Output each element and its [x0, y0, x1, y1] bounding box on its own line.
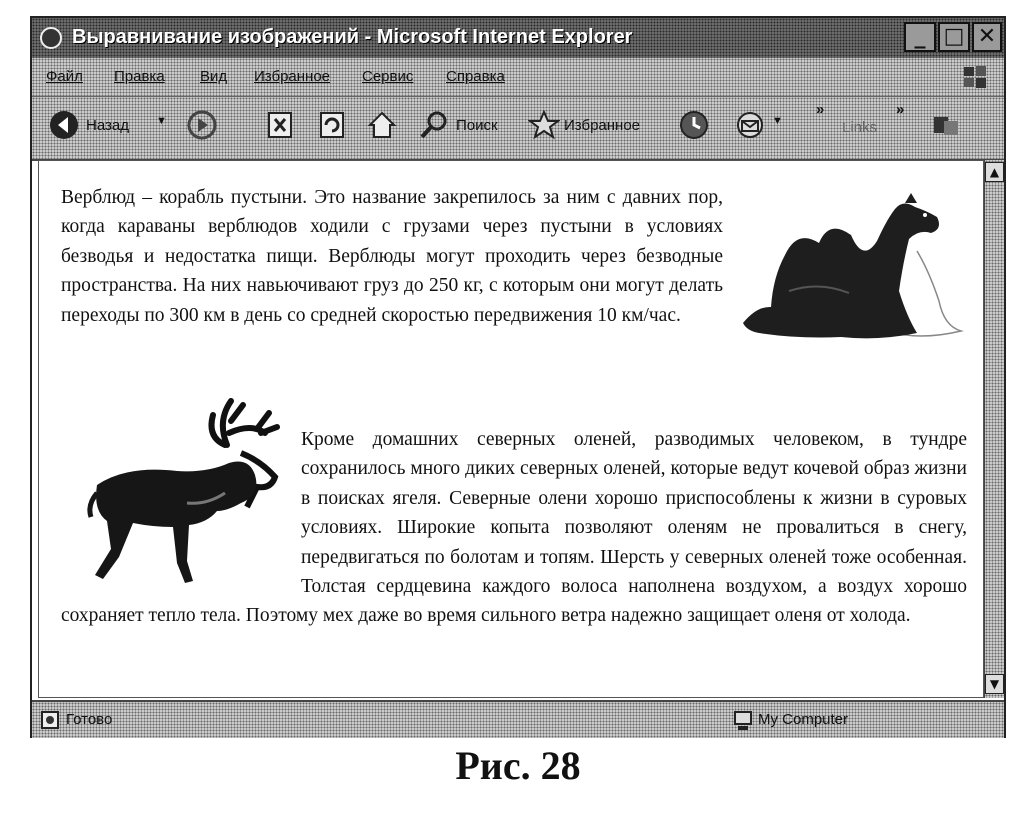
- mail-dropdown-icon[interactable]: ▼: [772, 115, 783, 127]
- back-arrow-icon[interactable]: [48, 109, 80, 141]
- minimize-button[interactable]: [904, 22, 936, 52]
- links-overflow-chevron[interactable]: »: [896, 101, 905, 118]
- stop-icon[interactable]: [264, 109, 296, 141]
- menu-help[interactable]: Справка: [446, 68, 505, 85]
- refresh-icon[interactable]: [316, 109, 348, 141]
- menu-tools[interactable]: Сервис: [362, 68, 414, 85]
- camel-paragraph: Верблюд – корабль пустыни. Это название закрепилось за ним с давних пор, когда караваны верблюдов ходили с грузами через пустыни в условиях безводья и недостатка пищи. Верблюды могут проходить через безводные пространства. На них навьючивают груз до 250 кг, с которым они могут делать переходы по 300 км в день со средней скоростью передвижения 10 км/час.: [61, 187, 723, 326]
- search-button-label[interactable]: Поиск: [456, 117, 498, 134]
- toolbar: [32, 97, 1004, 161]
- favorites-star-icon[interactable]: [528, 109, 560, 141]
- menu-bar: [32, 58, 1004, 97]
- reindeer-paragraph: [61, 425, 967, 631]
- page-content: [38, 160, 984, 698]
- favorites-button-label[interactable]: Избранное: [564, 117, 641, 134]
- toolbar-overflow-chevron[interactable]: »: [816, 101, 825, 118]
- menu-view[interactable]: Вид: [200, 68, 228, 85]
- links-label[interactable]: Links: [842, 119, 878, 136]
- scroll-up-arrow-icon[interactable]: ▲: [985, 162, 1004, 182]
- security-zone-label: My Computer: [758, 711, 849, 728]
- window-title: Выравнивание изображений - Microsoft Internet Explorer: [72, 26, 633, 48]
- menu-file[interactable]: Файл: [46, 68, 83, 85]
- vertical-scrollbar[interactable]: [984, 160, 1004, 698]
- home-icon[interactable]: [366, 109, 398, 141]
- windows-logo-icon: [962, 64, 988, 90]
- status-text: Готово: [66, 711, 113, 728]
- maximize-button[interactable]: [938, 22, 970, 52]
- back-button-label[interactable]: Назад: [86, 117, 129, 134]
- menu-edit[interactable]: Правка: [114, 68, 165, 85]
- page-status-icon: [40, 710, 62, 730]
- figure-caption: Рис. 28: [455, 743, 581, 788]
- forward-arrow-icon[interactable]: [186, 109, 218, 141]
- mail-icon[interactable]: [734, 109, 766, 141]
- my-computer-icon: [732, 710, 754, 732]
- minimize-icon: _: [914, 24, 926, 49]
- messenger-icon[interactable]: [930, 109, 962, 141]
- close-icon: ✕: [977, 24, 997, 49]
- back-dropdown-icon[interactable]: ▼: [156, 115, 167, 127]
- browser-window: [30, 16, 1006, 738]
- reindeer-paragraph-text: Кроме домашних северных оленей, разводимых человеком, в тундре сохранилось много диких северных оленей, которые ведут кочевой образ жизни в поисках ягеля. Северные олени хорошо приспособлены к жизни в суровых условиях. Широкие копыта позволяют оленям не провалиться в снегу, передвигаться по болотам и топям. Шерсть у северных оленей тоже особенная. Толстая сердцевина каждого волоса наполнена воздухом, а воздух хорошо сохраняет тепло тела. Поэтому мех даже во время сильного ветра надежно защищает оленя от холода.: [61, 429, 967, 627]
- image-float-space: [61, 425, 301, 600]
- title-bar[interactable]: [32, 18, 1004, 58]
- camel-image: [729, 181, 969, 361]
- history-icon[interactable]: [678, 109, 710, 141]
- maximize-icon: □: [943, 24, 965, 49]
- close-button[interactable]: [972, 22, 1002, 52]
- search-icon[interactable]: [418, 109, 450, 141]
- status-bar: [32, 700, 1004, 738]
- menu-favorites[interactable]: Избранное: [254, 68, 331, 85]
- scroll-down-arrow-icon[interactable]: ▼: [985, 674, 1004, 694]
- ie-icon: [40, 27, 62, 49]
